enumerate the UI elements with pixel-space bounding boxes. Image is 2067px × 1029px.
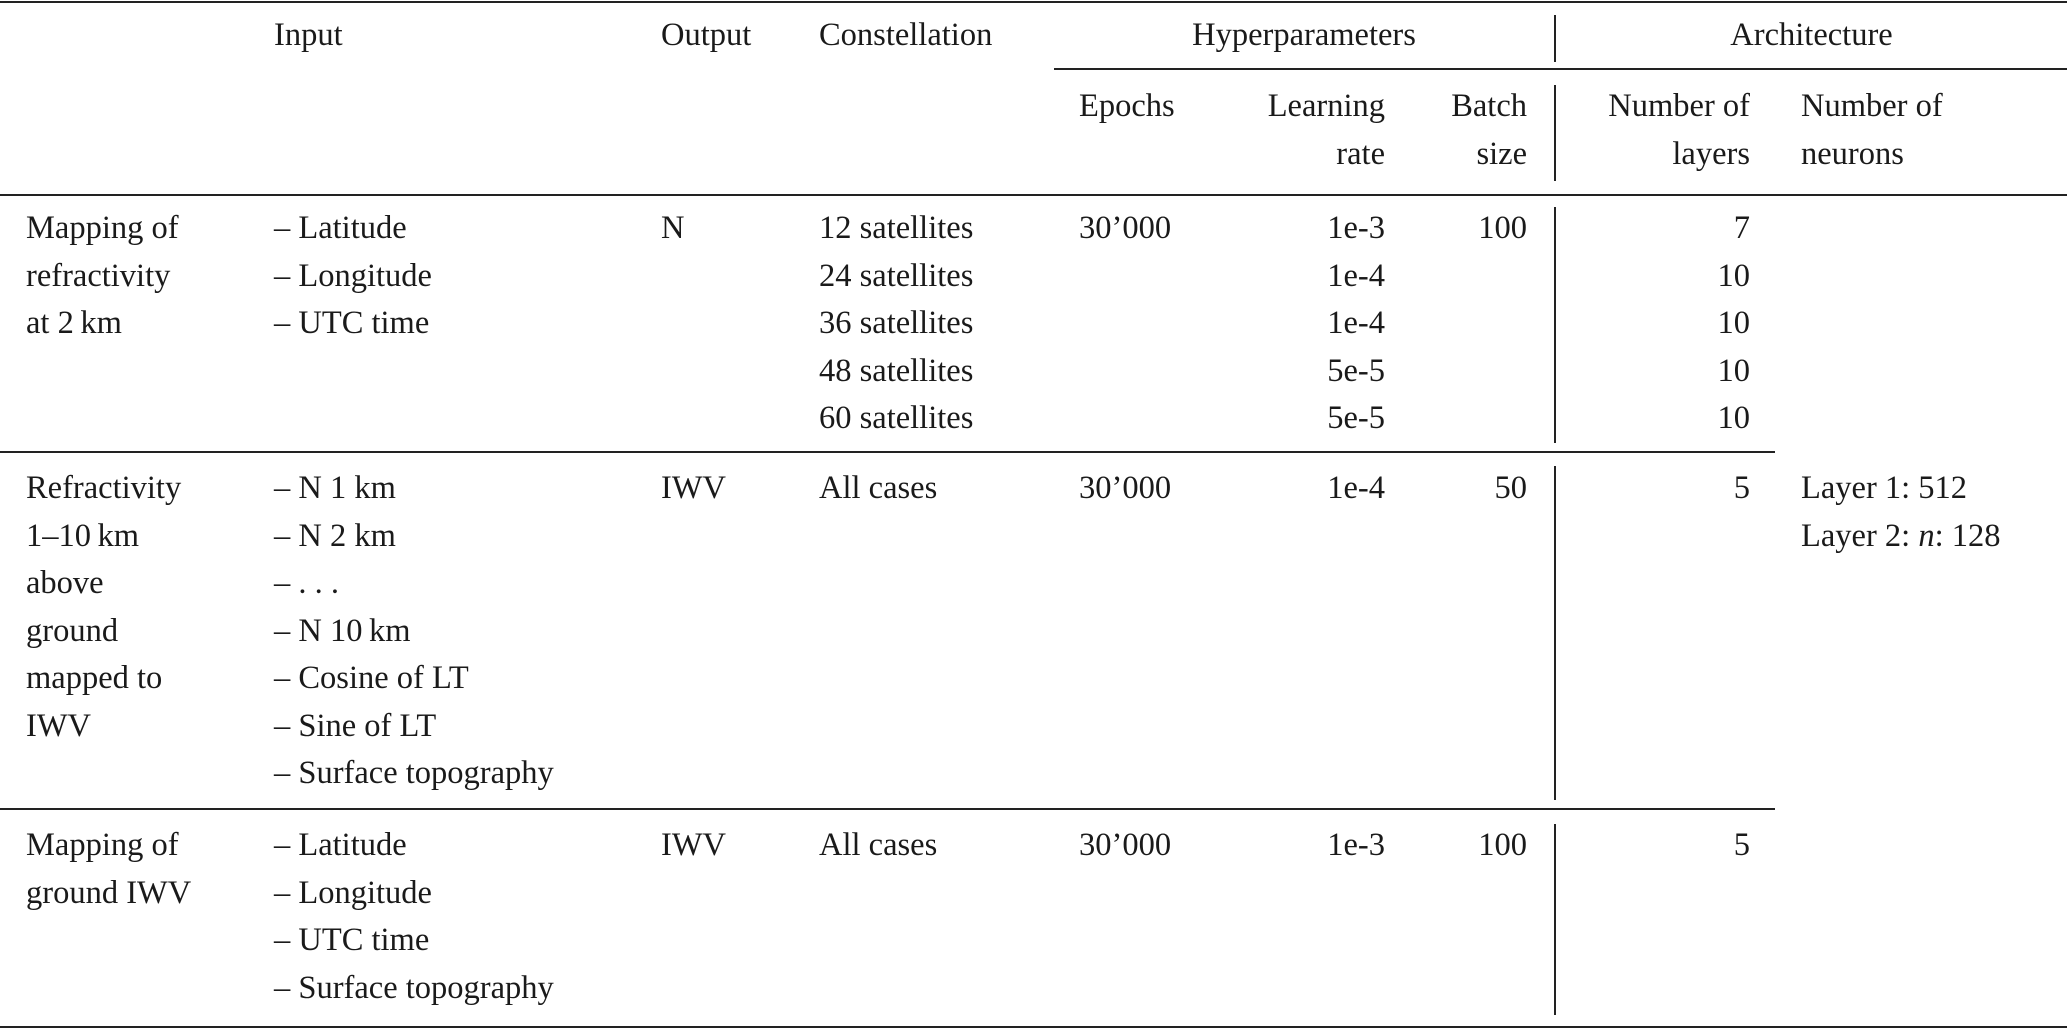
row1-layers	[1560, 205, 1750, 443]
learning-rate-value: 1e-4	[1327, 305, 1385, 341]
learning-rate-value: 1e-3	[1327, 210, 1385, 246]
row1-divider	[1554, 207, 1556, 443]
neurons-layer2	[1801, 513, 2000, 561]
learning-rate-value: 5e-5	[1327, 400, 1385, 436]
header-learning-rate-line2: rate	[1336, 136, 1385, 172]
header-output: Output	[661, 17, 752, 53]
input-item: – Latitude	[274, 210, 407, 246]
task-line: at 2 km	[26, 305, 122, 341]
input-item: – Latitude	[274, 827, 407, 863]
neurons-cell	[1801, 465, 2000, 560]
header-layers-line2: layers	[1672, 136, 1750, 172]
row2-output: IWV	[661, 470, 726, 506]
row3-inputs	[274, 822, 554, 1012]
row2-constellation: All cases	[819, 470, 938, 506]
row2-layers: 5	[1733, 470, 1750, 506]
input-item: – Surface topography	[274, 969, 554, 1006]
row2-epochs: 30’000	[1079, 470, 1172, 506]
header-bottom-rule	[0, 194, 2067, 196]
neurons-layer1: Layer 1: 512	[1801, 470, 1968, 506]
constellation-item: 12 satellites	[819, 210, 974, 246]
header-subcol-divider	[1554, 85, 1556, 181]
input-item: – N 10 km	[274, 612, 411, 649]
header-learning-rate-line1: Learning	[1267, 88, 1385, 124]
input-item: – Cosine of LT	[274, 660, 469, 696]
constellation-item: 60 satellites	[819, 400, 974, 436]
row3-task	[26, 822, 191, 917]
row3-constellation: All cases	[819, 827, 938, 863]
input-item: – Longitude	[274, 874, 432, 911]
learning-rate-value: 1e-4	[1327, 257, 1385, 294]
row3-epochs: 30’000	[1079, 827, 1172, 863]
neurons-layer2-variable: n	[1918, 517, 1935, 554]
task-line: refractivity	[26, 257, 171, 294]
header-layers-line1: Number of	[1608, 88, 1750, 124]
input-item: – N 2 km	[274, 517, 396, 554]
row2-task	[26, 465, 181, 750]
bottom-rule	[0, 1026, 2067, 1028]
task-line: Mapping of	[26, 827, 179, 863]
row3-divider	[1554, 824, 1556, 1015]
row1-inputs	[274, 205, 432, 348]
row1-learning-rate	[1180, 205, 1385, 443]
constellation-item: 48 satellites	[819, 352, 974, 389]
header-neurons-line1: Number of	[1801, 88, 1943, 124]
task-line: 1–10 km	[26, 517, 140, 554]
constellation-item: 24 satellites	[819, 257, 974, 294]
header-neurons-line2: neurons	[1801, 136, 1904, 172]
layers-value: 10	[1717, 257, 1750, 294]
task-line: IWV	[26, 707, 91, 744]
row2-batch-size: 50	[1494, 470, 1527, 506]
row1-output: N	[661, 210, 685, 246]
row3-layers: 5	[1733, 827, 1750, 863]
row3-output: IWV	[661, 827, 726, 863]
header-input: Input	[274, 17, 343, 53]
row1-constellation	[819, 205, 973, 443]
input-item: – N 1 km	[274, 470, 396, 506]
layers-value: 10	[1717, 352, 1750, 389]
row1-batch-size: 100	[1478, 210, 1527, 246]
row2-divider	[1554, 466, 1556, 800]
row2-bottom-rule	[0, 808, 1775, 810]
input-item: – UTC time	[274, 305, 430, 341]
neurons-layer2-suffix: : 128	[1934, 517, 2001, 554]
top-rule	[0, 1, 2067, 3]
row1-bottom-rule	[0, 451, 1775, 453]
header-constellation: Constellation	[819, 17, 993, 53]
row2-learning-rate: 1e-4	[1327, 470, 1385, 506]
header-batch-size-line1: Batch	[1451, 88, 1527, 124]
hyperparameters-underline	[1054, 68, 2067, 70]
task-line: ground	[26, 612, 119, 649]
neurons-layer2-prefix: Layer 2:	[1801, 517, 1919, 554]
input-item: – Sine of LT	[274, 707, 437, 744]
row1-task	[26, 205, 179, 348]
constellation-item: 36 satellites	[819, 305, 974, 341]
task-line: above	[26, 565, 104, 601]
row3-learning-rate: 1e-3	[1327, 827, 1385, 863]
task-line: Refractivity	[26, 470, 182, 506]
header-hyperparameters: Hyperparameters	[1192, 17, 1416, 53]
row3-batch-size: 100	[1478, 827, 1527, 863]
input-item: – Longitude	[274, 257, 432, 294]
header-batch-size-line2: size	[1476, 136, 1527, 172]
task-line: Mapping of	[26, 210, 179, 246]
input-item: – UTC time	[274, 922, 430, 958]
header-architecture: Architecture	[1730, 17, 1893, 53]
input-item: – Surface topography	[274, 755, 554, 791]
task-line: ground IWV	[26, 874, 192, 911]
row2-inputs	[274, 465, 554, 798]
row1-epochs: 30’000	[1079, 210, 1172, 246]
header-epochs: Epochs	[1079, 88, 1175, 124]
task-line: mapped to	[26, 660, 163, 696]
layers-value: 10	[1717, 305, 1750, 341]
learning-rate-value: 5e-5	[1327, 352, 1385, 389]
layers-value: 7	[1733, 210, 1750, 246]
input-item: – . . .	[274, 565, 339, 601]
layers-value: 10	[1717, 400, 1750, 436]
